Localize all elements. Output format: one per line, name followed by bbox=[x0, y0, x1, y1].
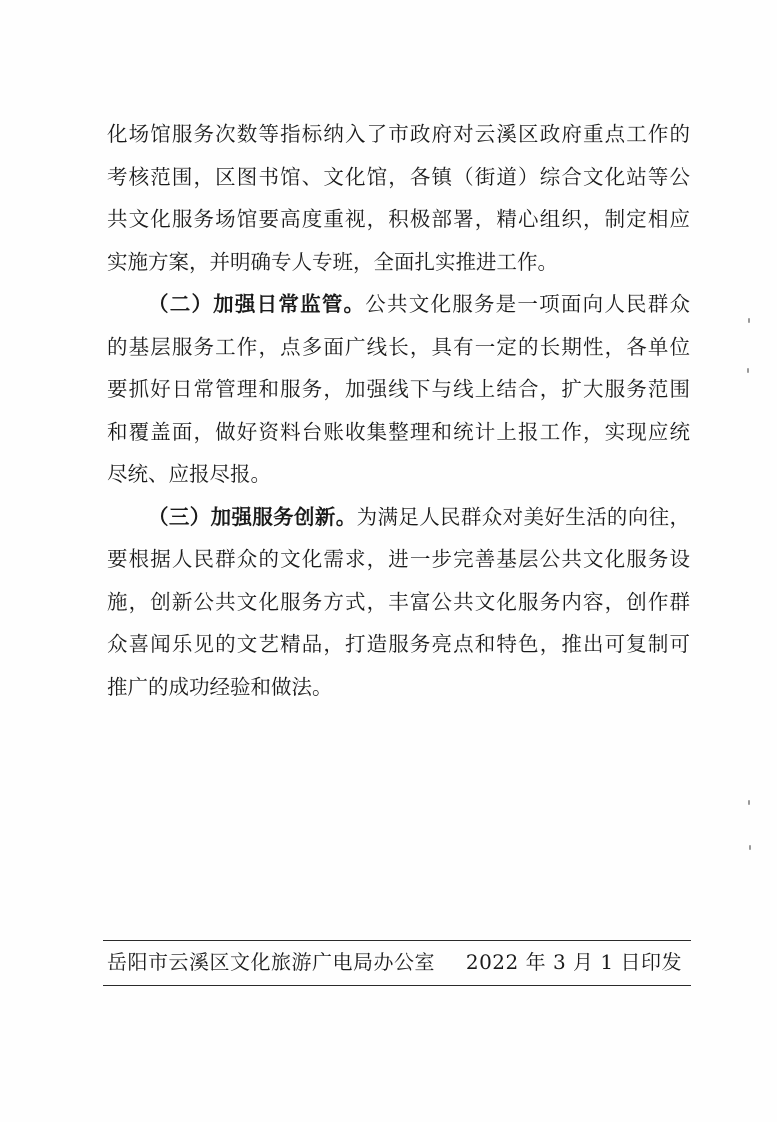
body-line: 施，创新公共文化服务方式，丰富公共文化服务内容，创作群 bbox=[107, 589, 690, 614]
section-heading: （二）加强日常监管。 bbox=[148, 292, 366, 316]
body-line: 众喜闻乐见的文艺精品，打造服务亮点和特色，推出可复制可 bbox=[107, 632, 690, 656]
body-line: 化场馆服务次数等指标纳入了市政府对云溪区政府重点工作的 bbox=[107, 122, 690, 146]
body-line: 实施方案，并明确专人专班，全面扎实推进工作。 bbox=[107, 249, 558, 274]
paragraph-first-line bbox=[107, 496, 690, 539]
body-text-run: 公共文化服务是一项面向人民群众 bbox=[365, 292, 691, 316]
scan-speck bbox=[747, 368, 749, 373]
footer-bottom-rule bbox=[103, 985, 691, 986]
body-line: 要根据人民群众的文化需求，进一步完善基层公共文化服务设 bbox=[107, 547, 690, 571]
body-line: 考核范围，区图书馆、文化馆，各镇（街道）综合文化站等公 bbox=[107, 164, 690, 189]
paragraph-first-line bbox=[107, 283, 690, 326]
body-line: 共文化服务场馆要高度重视，积极部署，精心组织，制定相应 bbox=[107, 207, 690, 231]
body-text-run: 为满足人民群众对美好生活的向往， bbox=[356, 504, 691, 529]
scan-speck bbox=[748, 318, 750, 323]
document-body bbox=[107, 113, 690, 708]
issuing-office: 岳阳市云溪区文化旅游广电局办公室 bbox=[107, 950, 435, 974]
scan-speck bbox=[749, 845, 751, 850]
body-line: 要抓好日常管理和服务，加强线下与线上结合，扩大服务范围 bbox=[107, 377, 690, 401]
scan-speck bbox=[748, 800, 750, 805]
issue-date: 2022 年 3 月 1 日印发 bbox=[465, 950, 682, 974]
body-line: 的基层服务工作，点多面广线长，具有一定的长期性，各单位 bbox=[107, 334, 690, 359]
section-heading: （三）加强服务创新。 bbox=[148, 504, 357, 529]
body-line: 尽统、应报尽报。 bbox=[107, 462, 271, 486]
body-line: 和覆盖面，做好资料台账收集整理和统计上报工作，实现应统 bbox=[107, 419, 690, 444]
issuance-footer bbox=[107, 941, 690, 983]
body-line: 推广的成功经验和做法。 bbox=[107, 674, 333, 699]
